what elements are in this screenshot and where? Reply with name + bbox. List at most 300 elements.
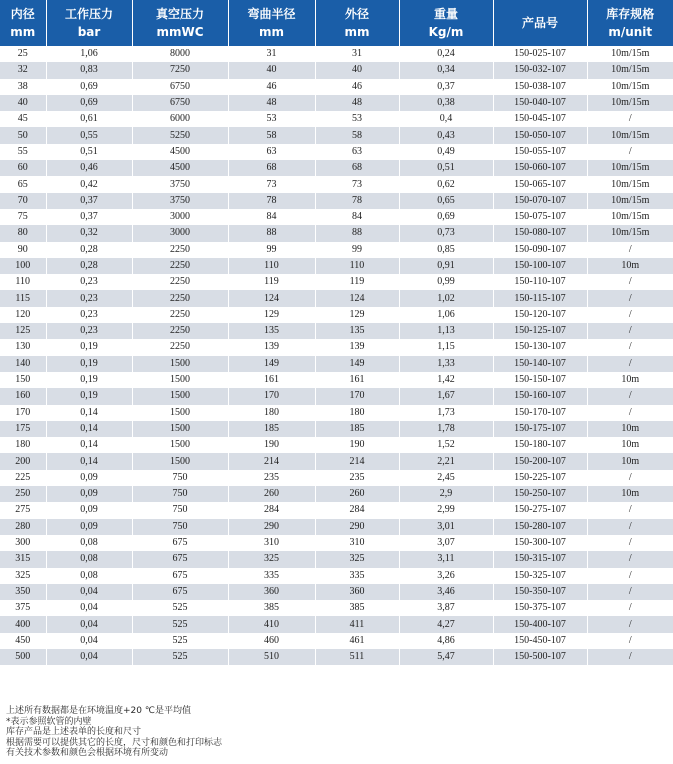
table-cell: 0,04	[46, 616, 132, 632]
table-cell: 110	[315, 258, 399, 274]
table-row	[0, 46, 673, 62]
table-cell: /	[587, 323, 673, 339]
table-cell: 150-250-107	[493, 486, 587, 502]
table-cell: 1,15	[399, 339, 493, 355]
table-cell: 360	[228, 584, 315, 600]
table-cell: /	[587, 356, 673, 372]
table-cell: 58	[315, 127, 399, 143]
table-cell: 450	[0, 633, 46, 649]
table-cell: 6750	[132, 95, 228, 111]
table-cell: 0,61	[46, 111, 132, 127]
table-cell: 46	[315, 79, 399, 95]
table-cell: 0,65	[399, 193, 493, 209]
table-row	[0, 307, 673, 323]
table-cell: 3,46	[399, 584, 493, 600]
table-cell: 129	[228, 307, 315, 323]
table-cell: 160	[0, 388, 46, 404]
table-cell: 135	[315, 323, 399, 339]
table-cell: 2250	[132, 290, 228, 306]
table-cell: 0,09	[46, 519, 132, 535]
table-cell: 0,04	[46, 633, 132, 649]
table-cell: 3000	[132, 209, 228, 225]
table-cell: 10m/15m	[587, 193, 673, 209]
table-cell: 225	[0, 470, 46, 486]
table-cell: 63	[315, 144, 399, 160]
table-cell: 325	[228, 551, 315, 567]
table-cell: 10m	[587, 421, 673, 437]
table-cell: 0,83	[46, 62, 132, 78]
table-cell: 150-280-107	[493, 519, 587, 535]
table-cell: 1500	[132, 437, 228, 453]
table-cell: 3,01	[399, 519, 493, 535]
table-cell: 150-032-107	[493, 62, 587, 78]
table-cell: 0,32	[46, 225, 132, 241]
table-cell: /	[587, 405, 673, 421]
table-cell: 0,14	[46, 405, 132, 421]
table-cell: 290	[315, 519, 399, 535]
table-cell: 0,08	[46, 535, 132, 551]
table-cell: 84	[228, 209, 315, 225]
table-cell: 310	[228, 535, 315, 551]
table-row	[0, 111, 673, 127]
table-cell: 0,24	[399, 46, 493, 62]
table-row	[0, 209, 673, 225]
table-row	[0, 600, 673, 616]
table-cell: 2250	[132, 242, 228, 258]
table-cell: 6000	[132, 111, 228, 127]
table-cell: 1500	[132, 372, 228, 388]
table-cell: 50	[0, 127, 46, 143]
table-cell: 10m/15m	[587, 160, 673, 176]
table-cell: 461	[315, 633, 399, 649]
table-cell: 0,55	[46, 127, 132, 143]
table-row	[0, 258, 673, 274]
table-cell: 150-055-107	[493, 144, 587, 160]
table-cell: 400	[0, 616, 46, 632]
table-cell: 170	[228, 388, 315, 404]
table-cell: 1,67	[399, 388, 493, 404]
table-row	[0, 225, 673, 241]
table-cell: 0,34	[399, 62, 493, 78]
table-cell: 0,85	[399, 242, 493, 258]
table-cell: 510	[228, 649, 315, 665]
table-cell: 58	[228, 127, 315, 143]
table-cell: 1500	[132, 356, 228, 372]
table-cell: 0,14	[46, 437, 132, 453]
table-row	[0, 79, 673, 95]
table-cell: 88	[228, 225, 315, 241]
table-cell: 149	[315, 356, 399, 372]
table-cell: 525	[132, 649, 228, 665]
table-cell: 500	[0, 649, 46, 665]
table-cell: 0,42	[46, 176, 132, 192]
table-row	[0, 437, 673, 453]
table-cell: 180	[228, 405, 315, 421]
table-cell: 0,37	[399, 79, 493, 95]
table-cell: 150-110-107	[493, 274, 587, 290]
table-row	[0, 388, 673, 404]
table-cell: 150-180-107	[493, 437, 587, 453]
table-cell: 10m/15m	[587, 225, 673, 241]
table-cell: 5250	[132, 127, 228, 143]
table-cell: 0,19	[46, 356, 132, 372]
table-cell: 200	[0, 453, 46, 469]
table-cell: 73	[228, 176, 315, 192]
table-cell: 180	[0, 437, 46, 453]
table-cell: 161	[228, 372, 315, 388]
table-cell: 410	[228, 616, 315, 632]
table-row	[0, 290, 673, 306]
table-cell: 40	[0, 95, 46, 111]
table-cell: 2,21	[399, 453, 493, 469]
table-cell: 750	[132, 486, 228, 502]
table-cell: /	[587, 649, 673, 665]
table-cell: 275	[0, 502, 46, 518]
table-cell: 150-160-107	[493, 388, 587, 404]
table-cell: 0,91	[399, 258, 493, 274]
table-cell: 385	[228, 600, 315, 616]
table-cell: 10m	[587, 453, 673, 469]
table-cell: 260	[315, 486, 399, 502]
table-cell: 63	[228, 144, 315, 160]
table-cell: 40	[228, 62, 315, 78]
table-row	[0, 144, 673, 160]
table-cell: 1,33	[399, 356, 493, 372]
table-cell: 150-070-107	[493, 193, 587, 209]
table-cell: 78	[315, 193, 399, 209]
table-cell: 235	[228, 470, 315, 486]
table-cell: 0,51	[399, 160, 493, 176]
table-cell: 60	[0, 160, 46, 176]
header-row	[0, 0, 673, 46]
table-cell: 235	[315, 470, 399, 486]
table-row	[0, 160, 673, 176]
table-cell: 3,87	[399, 600, 493, 616]
table-row	[0, 633, 673, 649]
table-cell: 1,78	[399, 421, 493, 437]
table-cell: 2,45	[399, 470, 493, 486]
table-cell: 0,4	[399, 111, 493, 127]
table-row	[0, 356, 673, 372]
table-cell: 0,23	[46, 323, 132, 339]
table-cell: 99	[315, 242, 399, 258]
table-cell: 0,23	[46, 307, 132, 323]
table-cell: 150-125-107	[493, 323, 587, 339]
table-cell: 2250	[132, 258, 228, 274]
table-cell: 0,14	[46, 421, 132, 437]
table-cell: 31	[315, 46, 399, 62]
table-row	[0, 127, 673, 143]
table-cell: 350	[0, 584, 46, 600]
table-cell: 32	[0, 62, 46, 78]
table-cell: 150-500-107	[493, 649, 587, 665]
table-cell: 150-100-107	[493, 258, 587, 274]
table-row	[0, 274, 673, 290]
table-cell: /	[587, 568, 673, 584]
table-cell: 10m/15m	[587, 127, 673, 143]
table-cell: 10m/15m	[587, 46, 673, 62]
table-cell: 4,86	[399, 633, 493, 649]
table-cell: 0,38	[399, 95, 493, 111]
table-cell: 385	[315, 600, 399, 616]
table-cell: 150-090-107	[493, 242, 587, 258]
table-cell: 150-045-107	[493, 111, 587, 127]
table-cell: 150-400-107	[493, 616, 587, 632]
table-cell: 150-140-107	[493, 356, 587, 372]
table-cell: 150-038-107	[493, 79, 587, 95]
table-row	[0, 176, 673, 192]
table-cell: 150-200-107	[493, 453, 587, 469]
table-cell: 125	[0, 323, 46, 339]
table-cell: 0,23	[46, 290, 132, 306]
table-cell: 0,19	[46, 339, 132, 355]
table-cell: 675	[132, 568, 228, 584]
table-cell: 284	[315, 502, 399, 518]
table-cell: 10m/15m	[587, 62, 673, 78]
table-cell: 190	[315, 437, 399, 453]
table-cell: 190	[228, 437, 315, 453]
table-cell: 315	[0, 551, 46, 567]
header-product-number: 产品号	[493, 0, 587, 46]
table-cell: 40	[315, 62, 399, 78]
table-row	[0, 649, 673, 665]
table-cell: /	[587, 274, 673, 290]
table-cell: 70	[0, 193, 46, 209]
table-cell: 10m	[587, 437, 673, 453]
table-cell: 750	[132, 519, 228, 535]
table-cell: 48	[228, 95, 315, 111]
table-cell: 3000	[132, 225, 228, 241]
table-row	[0, 421, 673, 437]
table-cell: /	[587, 584, 673, 600]
table-cell: 110	[0, 274, 46, 290]
table-cell: 0,99	[399, 274, 493, 290]
table-cell: 73	[315, 176, 399, 192]
table-cell: 90	[0, 242, 46, 258]
table-cell: 0,08	[46, 568, 132, 584]
table-header	[0, 0, 673, 46]
footnote: 有关技术参数和颜色会根据环境有所变动	[6, 748, 169, 758]
table-cell: 0,51	[46, 144, 132, 160]
table-cell: 150-120-107	[493, 307, 587, 323]
table-cell: 2250	[132, 339, 228, 355]
table-cell: 175	[0, 421, 46, 437]
table-cell: 99	[228, 242, 315, 258]
table-cell: 7250	[132, 62, 228, 78]
table-cell: 325	[0, 568, 46, 584]
table-cell: 3750	[132, 193, 228, 209]
table-cell: 0,04	[46, 584, 132, 600]
table-cell: 119	[228, 274, 315, 290]
table-cell: 375	[0, 600, 46, 616]
table-cell: 0,09	[46, 502, 132, 518]
table-cell: 310	[315, 535, 399, 551]
table-cell: 260	[228, 486, 315, 502]
header-stock-spec: 库存规格 m/unit	[587, 0, 673, 46]
footnote: 根据需要可以提供其它的长度，尺寸和颜色和打印标志	[6, 737, 223, 748]
table-cell: 185	[228, 421, 315, 437]
table-cell: 511	[315, 649, 399, 665]
table-row	[0, 616, 673, 632]
table-cell: 284	[228, 502, 315, 518]
table-cell: 150	[0, 372, 46, 388]
table-cell: 1,13	[399, 323, 493, 339]
table-cell: 290	[228, 519, 315, 535]
table-cell: 150-300-107	[493, 535, 587, 551]
table-cell: /	[587, 551, 673, 567]
table-cell: 150-080-107	[493, 225, 587, 241]
header-inner-diameter: 内径 mm	[0, 0, 46, 46]
table-cell: 1500	[132, 388, 228, 404]
table-cell: 161	[315, 372, 399, 388]
table-cell: 150-350-107	[493, 584, 587, 600]
table-cell: 525	[132, 600, 228, 616]
table-cell: /	[587, 616, 673, 632]
footnote: 库存产品是上述表单的长度和尺寸	[6, 727, 142, 737]
table-cell: 150-450-107	[493, 633, 587, 649]
table-cell: /	[587, 111, 673, 127]
table-cell: 1500	[132, 453, 228, 469]
table-cell: 150-040-107	[493, 95, 587, 111]
table-cell: /	[587, 242, 673, 258]
table-row	[0, 502, 673, 518]
table-cell: 75	[0, 209, 46, 225]
table-row	[0, 486, 673, 502]
table-cell: 1,42	[399, 372, 493, 388]
table-cell: /	[587, 144, 673, 160]
table-cell: 55	[0, 144, 46, 160]
table-cell: 150-315-107	[493, 551, 587, 567]
table-cell: 0,43	[399, 127, 493, 143]
table-cell: 65	[0, 176, 46, 192]
table-row	[0, 535, 673, 551]
table-cell: 0,73	[399, 225, 493, 241]
table-cell: /	[587, 502, 673, 518]
table-cell: 2,9	[399, 486, 493, 502]
footnote: *表示参照软管的内壁	[6, 716, 92, 727]
table-cell: 335	[228, 568, 315, 584]
table-row	[0, 405, 673, 421]
table-cell: 100	[0, 258, 46, 274]
table-cell: 325	[315, 551, 399, 567]
table-cell: 1500	[132, 405, 228, 421]
table-row	[0, 95, 673, 111]
table-cell: 78	[228, 193, 315, 209]
table-cell: 0,28	[46, 258, 132, 274]
table-cell: 170	[315, 388, 399, 404]
table-cell: 2,99	[399, 502, 493, 518]
table-cell: 360	[315, 584, 399, 600]
table-cell: 0,69	[46, 95, 132, 111]
table-row	[0, 323, 673, 339]
table-cell: /	[587, 290, 673, 306]
table-cell: 150-275-107	[493, 502, 587, 518]
table-cell: 411	[315, 616, 399, 632]
table-cell: 4500	[132, 160, 228, 176]
table-cell: 750	[132, 502, 228, 518]
table-cell: 3,07	[399, 535, 493, 551]
footnotes	[6, 706, 666, 759]
header-outer-diameter: 外径 mm	[315, 0, 399, 46]
table-row	[0, 584, 673, 600]
header-working-pressure: 工作压力 bar	[46, 0, 132, 46]
table-cell: /	[587, 535, 673, 551]
table-cell: 140	[0, 356, 46, 372]
table-row	[0, 568, 673, 584]
table-body	[0, 46, 673, 665]
table-cell: 5,47	[399, 649, 493, 665]
table-cell: 115	[0, 290, 46, 306]
table-cell: 53	[228, 111, 315, 127]
table-cell: 80	[0, 225, 46, 241]
table-cell: 0,19	[46, 372, 132, 388]
table-cell: 4500	[132, 144, 228, 160]
table-cell: 119	[315, 274, 399, 290]
table-cell: 150-075-107	[493, 209, 587, 225]
table-cell: 10m	[587, 486, 673, 502]
table-cell: 300	[0, 535, 46, 551]
table-cell: 6750	[132, 79, 228, 95]
table-cell: 84	[315, 209, 399, 225]
table-cell: 0,09	[46, 486, 132, 502]
table-cell: /	[587, 388, 673, 404]
table-cell: 185	[315, 421, 399, 437]
table-row	[0, 372, 673, 388]
table-cell: 170	[0, 405, 46, 421]
table-cell: 525	[132, 633, 228, 649]
table-cell: 280	[0, 519, 46, 535]
table-cell: 1,02	[399, 290, 493, 306]
table-cell: 120	[0, 307, 46, 323]
table-cell: 0,37	[46, 193, 132, 209]
table-cell: 150-060-107	[493, 160, 587, 176]
table-cell: 150-065-107	[493, 176, 587, 192]
table-cell: 2250	[132, 307, 228, 323]
table-cell: 1,06	[46, 46, 132, 62]
table-cell: 150-115-107	[493, 290, 587, 306]
table-cell: 0,28	[46, 242, 132, 258]
table-cell: 150-150-107	[493, 372, 587, 388]
table-cell: 0,49	[399, 144, 493, 160]
table-cell: 8000	[132, 46, 228, 62]
table-row	[0, 519, 673, 535]
table-cell: 10m/15m	[587, 79, 673, 95]
table-cell: 10m/15m	[587, 95, 673, 111]
table-cell: 150-130-107	[493, 339, 587, 355]
table-cell: 0,23	[46, 274, 132, 290]
table-cell: 68	[315, 160, 399, 176]
table-cell: 150-225-107	[493, 470, 587, 486]
table-cell: 45	[0, 111, 46, 127]
table-cell: 31	[228, 46, 315, 62]
table-cell: 150-170-107	[493, 405, 587, 421]
table-cell: 135	[228, 323, 315, 339]
table-cell: 0,62	[399, 176, 493, 192]
table-cell: 130	[0, 339, 46, 355]
table-row	[0, 242, 673, 258]
table-cell: 214	[228, 453, 315, 469]
table-cell: 335	[315, 568, 399, 584]
table-cell: 0,04	[46, 649, 132, 665]
table-cell: 48	[315, 95, 399, 111]
table-cell: 0,69	[46, 79, 132, 95]
table-cell: 2250	[132, 274, 228, 290]
table-cell: /	[587, 633, 673, 649]
table-cell: /	[587, 519, 673, 535]
table-cell: 214	[315, 453, 399, 469]
table-cell: 250	[0, 486, 46, 502]
table-cell: 0,08	[46, 551, 132, 567]
